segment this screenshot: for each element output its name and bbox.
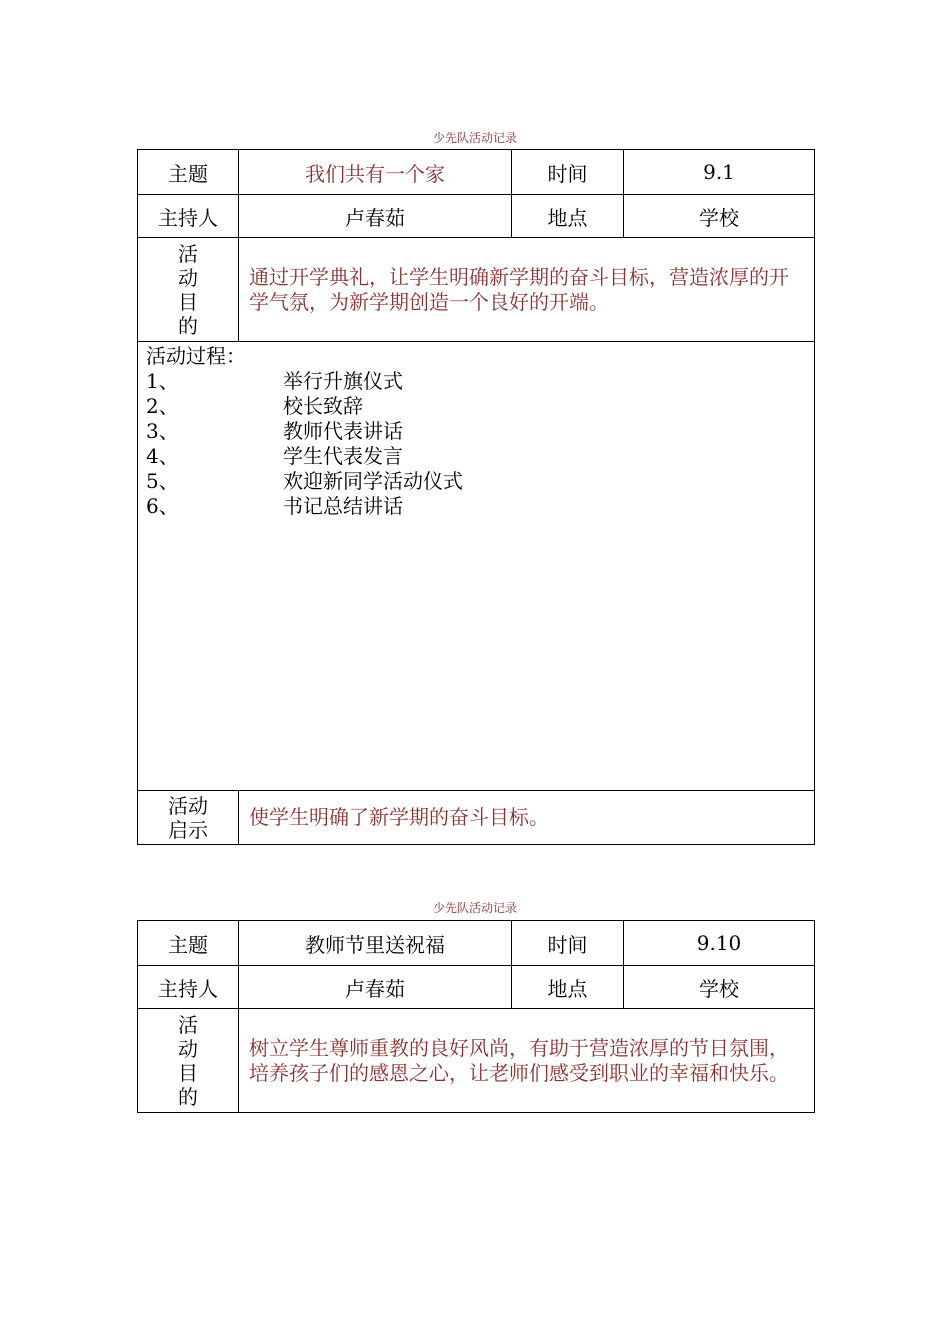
purpose-value: 树立学生尊师重教的良好风尚，有助于营造浓厚的节日氛围，培养孩子们的感恩之心，让老师们感受到职业的幸福和快乐。 <box>239 1009 815 1113</box>
record-2-table <box>137 920 815 1113</box>
step-number: 2、 <box>146 394 179 418</box>
process-step <box>146 469 806 494</box>
time-value: 9.10 <box>624 921 815 966</box>
topic-label: 主题 <box>138 150 239 195</box>
step-number: 1、 <box>146 369 179 393</box>
process-step <box>146 394 806 419</box>
place-label: 地点 <box>512 966 624 1009</box>
insight-label: 活动 启示 <box>138 791 239 845</box>
host-value: 卢春茹 <box>239 966 512 1009</box>
topic-value: 教师节里送祝福 <box>239 921 512 966</box>
step-text: 举行升旗仪式 <box>283 369 403 393</box>
host-label: 主持人 <box>138 966 239 1009</box>
time-label: 时间 <box>512 921 624 966</box>
place-value: 学校 <box>624 195 815 238</box>
place-label: 地点 <box>512 195 624 238</box>
step-number: 4、 <box>146 444 179 468</box>
process-step <box>146 369 806 394</box>
record-2-title: 少先队活动记录 <box>432 901 517 915</box>
purpose-label: 活 动 目 的 <box>138 238 239 342</box>
insight-value: 使学生明确了新学期的奋斗目标。 <box>239 791 815 845</box>
topic-label: 主题 <box>138 921 239 966</box>
record-1-table <box>137 149 815 845</box>
topic-value: 我们共有一个家 <box>239 150 512 195</box>
step-text: 校长致辞 <box>283 394 363 418</box>
record-1-title: 少先队活动记录 <box>432 131 517 145</box>
purpose-label: 活 动 目 的 <box>138 1009 239 1113</box>
time-label: 时间 <box>512 150 624 195</box>
step-number: 3、 <box>146 419 179 443</box>
step-number: 5、 <box>146 469 179 493</box>
place-value: 学校 <box>624 966 815 1009</box>
host-value: 卢春茹 <box>239 195 512 238</box>
step-text: 书记总结讲话 <box>283 494 403 518</box>
process-step <box>146 419 806 444</box>
process-section <box>138 342 815 791</box>
step-text: 学生代表发言 <box>283 444 403 468</box>
process-step <box>146 494 806 519</box>
time-value: 9.1 <box>624 150 815 195</box>
purpose-value: 通过开学典礼，让学生明确新学期的奋斗目标，营造浓厚的开学气氛，为新学期创造一个良好的开端。 <box>239 238 815 342</box>
process-label: 活动过程： <box>146 344 246 368</box>
step-text: 教师代表讲话 <box>283 419 403 443</box>
host-label: 主持人 <box>138 195 239 238</box>
step-text: 欢迎新同学活动仪式 <box>283 469 463 493</box>
process-step <box>146 444 806 469</box>
step-number: 6、 <box>146 494 179 518</box>
